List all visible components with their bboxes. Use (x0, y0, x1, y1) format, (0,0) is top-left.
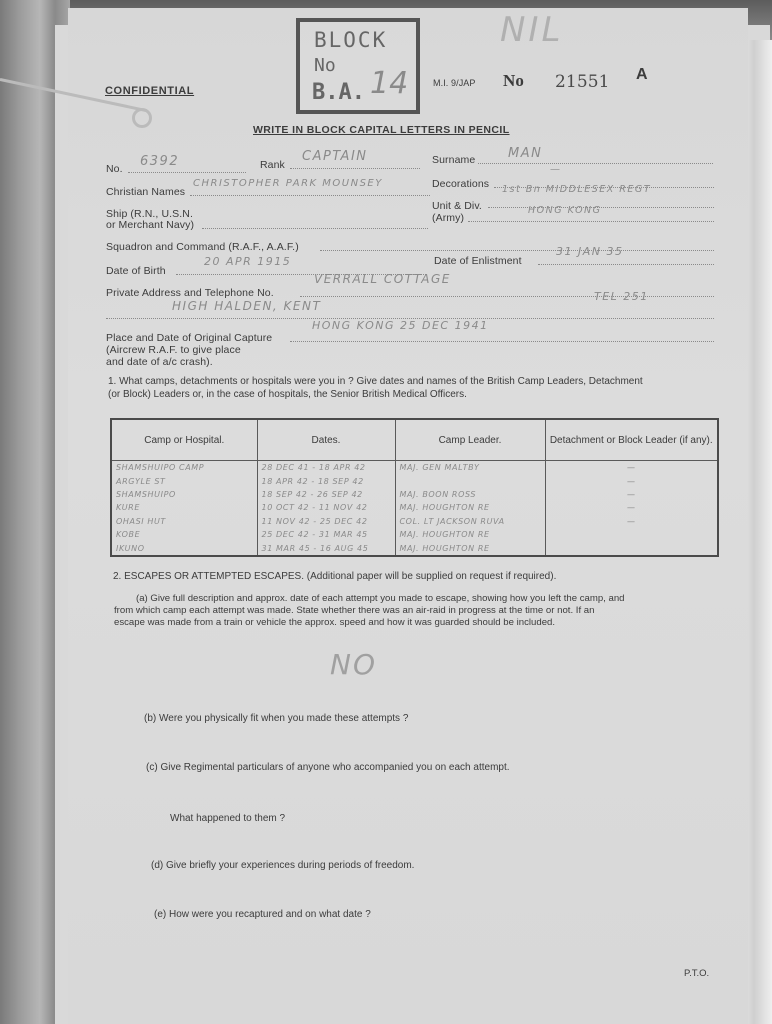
ship-label-2: or Merchant Navy) (106, 219, 195, 231)
question-2d: (d) Give briefly your experiences during periods of freedom. (151, 860, 415, 871)
unit-label-1: Unit & Div. (432, 200, 482, 212)
enlistment-line (538, 264, 714, 265)
dates-cell: 11 NOV 42 - 25 DEC 42 (257, 515, 395, 528)
address-telephone: TEL 251 (594, 290, 649, 303)
leader-cell: COL. LT JACKSON RUVA (395, 515, 545, 528)
decorations-value: — (550, 164, 562, 175)
table-row (111, 528, 718, 541)
address-line-1 (300, 296, 714, 297)
camp-table-header-row (111, 419, 718, 461)
instruction-heading: WRITE IN BLOCK CAPITAL LETTERS IN PENCIL (253, 124, 510, 136)
address-value-1: VERRALL COTTAGE (314, 272, 451, 286)
christian-names-value: CHRISTOPHER PARK MOUNSEY (193, 178, 383, 189)
question-2a-line-1: (a) Give full description and approx. date of each attempt you made to escape, showing how you left the camp, and (136, 593, 625, 604)
leader-cell: MAJ. GEN MALTBY (395, 461, 545, 475)
no-value: 6392 (140, 154, 180, 169)
camp-cell: ARGYLE ST (111, 474, 257, 487)
squadron-line (320, 250, 714, 251)
rank-value: CAPTAIN (302, 149, 368, 164)
block-leader-cell: — (545, 461, 718, 475)
table-row (111, 541, 718, 556)
camp-cell: SHAMSHUIPO CAMP (111, 461, 257, 475)
dob-label: Date of Birth (106, 265, 166, 277)
unit-value-1: 1st Bn MIDDLESEX REGT (502, 184, 652, 195)
camp-cell: KURE (111, 501, 257, 514)
block-leader-cell: — (545, 488, 718, 501)
leader-cell: MAJ. HOUGHTON RE (395, 501, 545, 514)
table-row (111, 501, 718, 514)
christian-names-line (190, 195, 430, 196)
enlistment-label: Date of Enlistment (434, 255, 522, 267)
dates-cell: 10 OCT 42 - 11 NOV 42 (257, 501, 395, 514)
no-line (128, 172, 246, 173)
table-row (111, 515, 718, 528)
nil-handwritten: NIL (500, 10, 564, 50)
camp-table-header: Dates. (257, 419, 395, 461)
camp-table-header: Camp or Hospital. (111, 419, 257, 461)
question-2a-answer: NO (330, 648, 377, 681)
question-2-heading: 2. ESCAPES OR ATTEMPTED ESCAPES. (Additional paper will be supplied on request if required). (113, 571, 557, 582)
dates-cell: 25 DEC 42 - 31 MAR 45 (257, 528, 395, 541)
dates-cell: 18 SEP 42 - 26 SEP 42 (257, 488, 395, 501)
punch-hole (132, 108, 152, 128)
capture-label-2: (Aircrew R.A.F. to give place (106, 344, 241, 356)
capture-line (290, 341, 714, 342)
block-leader-cell (545, 541, 718, 556)
mi-reference: M.I. 9/JAP (433, 78, 476, 88)
dates-cell: 28 DEC 41 - 18 APR 42 (257, 461, 395, 475)
pto-label: P.T.O. (684, 968, 710, 979)
surname-line (478, 163, 713, 164)
question-1-line-2: (or Block) Leaders or, in the case of hospitals, the Senior British Medical Officers. (108, 389, 467, 400)
stamp-no-text: No (314, 55, 336, 76)
rank-label: Rank (260, 159, 285, 171)
camp-table-header: Camp Leader. (395, 419, 545, 461)
block-leader-cell: — (545, 501, 718, 514)
unit-label-2: (Army) (432, 212, 465, 224)
block-leader-cell: — (545, 474, 718, 487)
block-leader-cell (545, 528, 718, 541)
stamp-ba-text: B.A. (312, 80, 365, 105)
surname-value: MAN (508, 146, 543, 161)
dob-value: 20 APR 1915 (204, 255, 292, 268)
leader-cell: MAJ. BOON ROSS (395, 488, 545, 501)
camp-cell: SHAMSHUIPO (111, 488, 257, 501)
question-2a-line-3: escape was made from a train or vehicle the approx. speed and how it was guarded should be included. (114, 617, 556, 628)
camp-cell: KOBE (111, 528, 257, 541)
rank-line (290, 168, 420, 169)
question-2c: (c) Give Regimental particulars of anyone who accompanied you on each attempt. (146, 762, 510, 773)
capture-value: HONG KONG 25 DEC 1941 (312, 319, 489, 332)
question-1-line-1: 1. What camps, detachments or hospitals were you in ? Give dates and names of the British Camp Leaders, Detachment (108, 376, 643, 387)
enlistment-value: 31 JAN 35 (556, 245, 624, 258)
question-2e: (e) How were you recaptured and on what date ? (154, 909, 371, 920)
block-stamp (296, 18, 420, 114)
block-leader-cell: — (545, 515, 718, 528)
table-row (111, 461, 718, 475)
no-label: No. (106, 163, 123, 175)
serial-number: 21551 (555, 72, 610, 92)
ship-label-1: Ship (R.N., U.S.N. (106, 208, 193, 220)
stamp-block-text: BLOCK (314, 28, 388, 52)
squadron-label: Squadron and Command (R.A.F., A.A.F.) (106, 241, 299, 253)
dates-cell: 18 APR 42 - 18 SEP 42 (257, 474, 395, 487)
surname-label: Surname (432, 154, 476, 166)
ship-line (202, 228, 428, 229)
address-value-2: HIGH HALDEN, KENT (172, 299, 322, 313)
leader-cell: MAJ. HOUGHTON RE (395, 541, 545, 556)
table-row (111, 474, 718, 487)
leader-cell (395, 474, 545, 487)
christian-names-label: Christian Names (106, 186, 186, 198)
unit-value-2: HONG KONG (528, 205, 602, 216)
address-label: Private Address and Telephone No. (106, 287, 274, 299)
dates-cell: 31 MAR 45 - 16 AUG 45 (257, 541, 395, 556)
camp-cell: IKUNO (111, 541, 257, 556)
capture-label-1: Place and Date of Original Capture (106, 332, 273, 344)
question-2b: (b) Were you physically fit when you made these attempts ? (144, 713, 409, 724)
question-2a-line-2: from which camp each attempt was made. State whether there was an air-raid in progress at the time or not. If an (114, 605, 595, 616)
capture-label-3: and date of a/c crash). (106, 356, 213, 368)
question-2c-sub: What happened to them ? (170, 813, 286, 824)
camp-table-header: Detachment or Block Leader (if any). (545, 419, 718, 461)
number-label: No (503, 71, 524, 90)
series-letter: A (636, 66, 648, 83)
confidential-label: CONFIDENTIAL (105, 85, 195, 97)
leader-cell: MAJ. HOUGHTON RE (395, 528, 545, 541)
camp-cell: OHASI HUT (111, 515, 257, 528)
stamp-handwritten-number: 14 (370, 66, 409, 101)
unit-line-2 (468, 221, 714, 222)
camp-table (110, 418, 719, 557)
table-row (111, 488, 718, 501)
decorations-label: Decorations (432, 178, 490, 190)
